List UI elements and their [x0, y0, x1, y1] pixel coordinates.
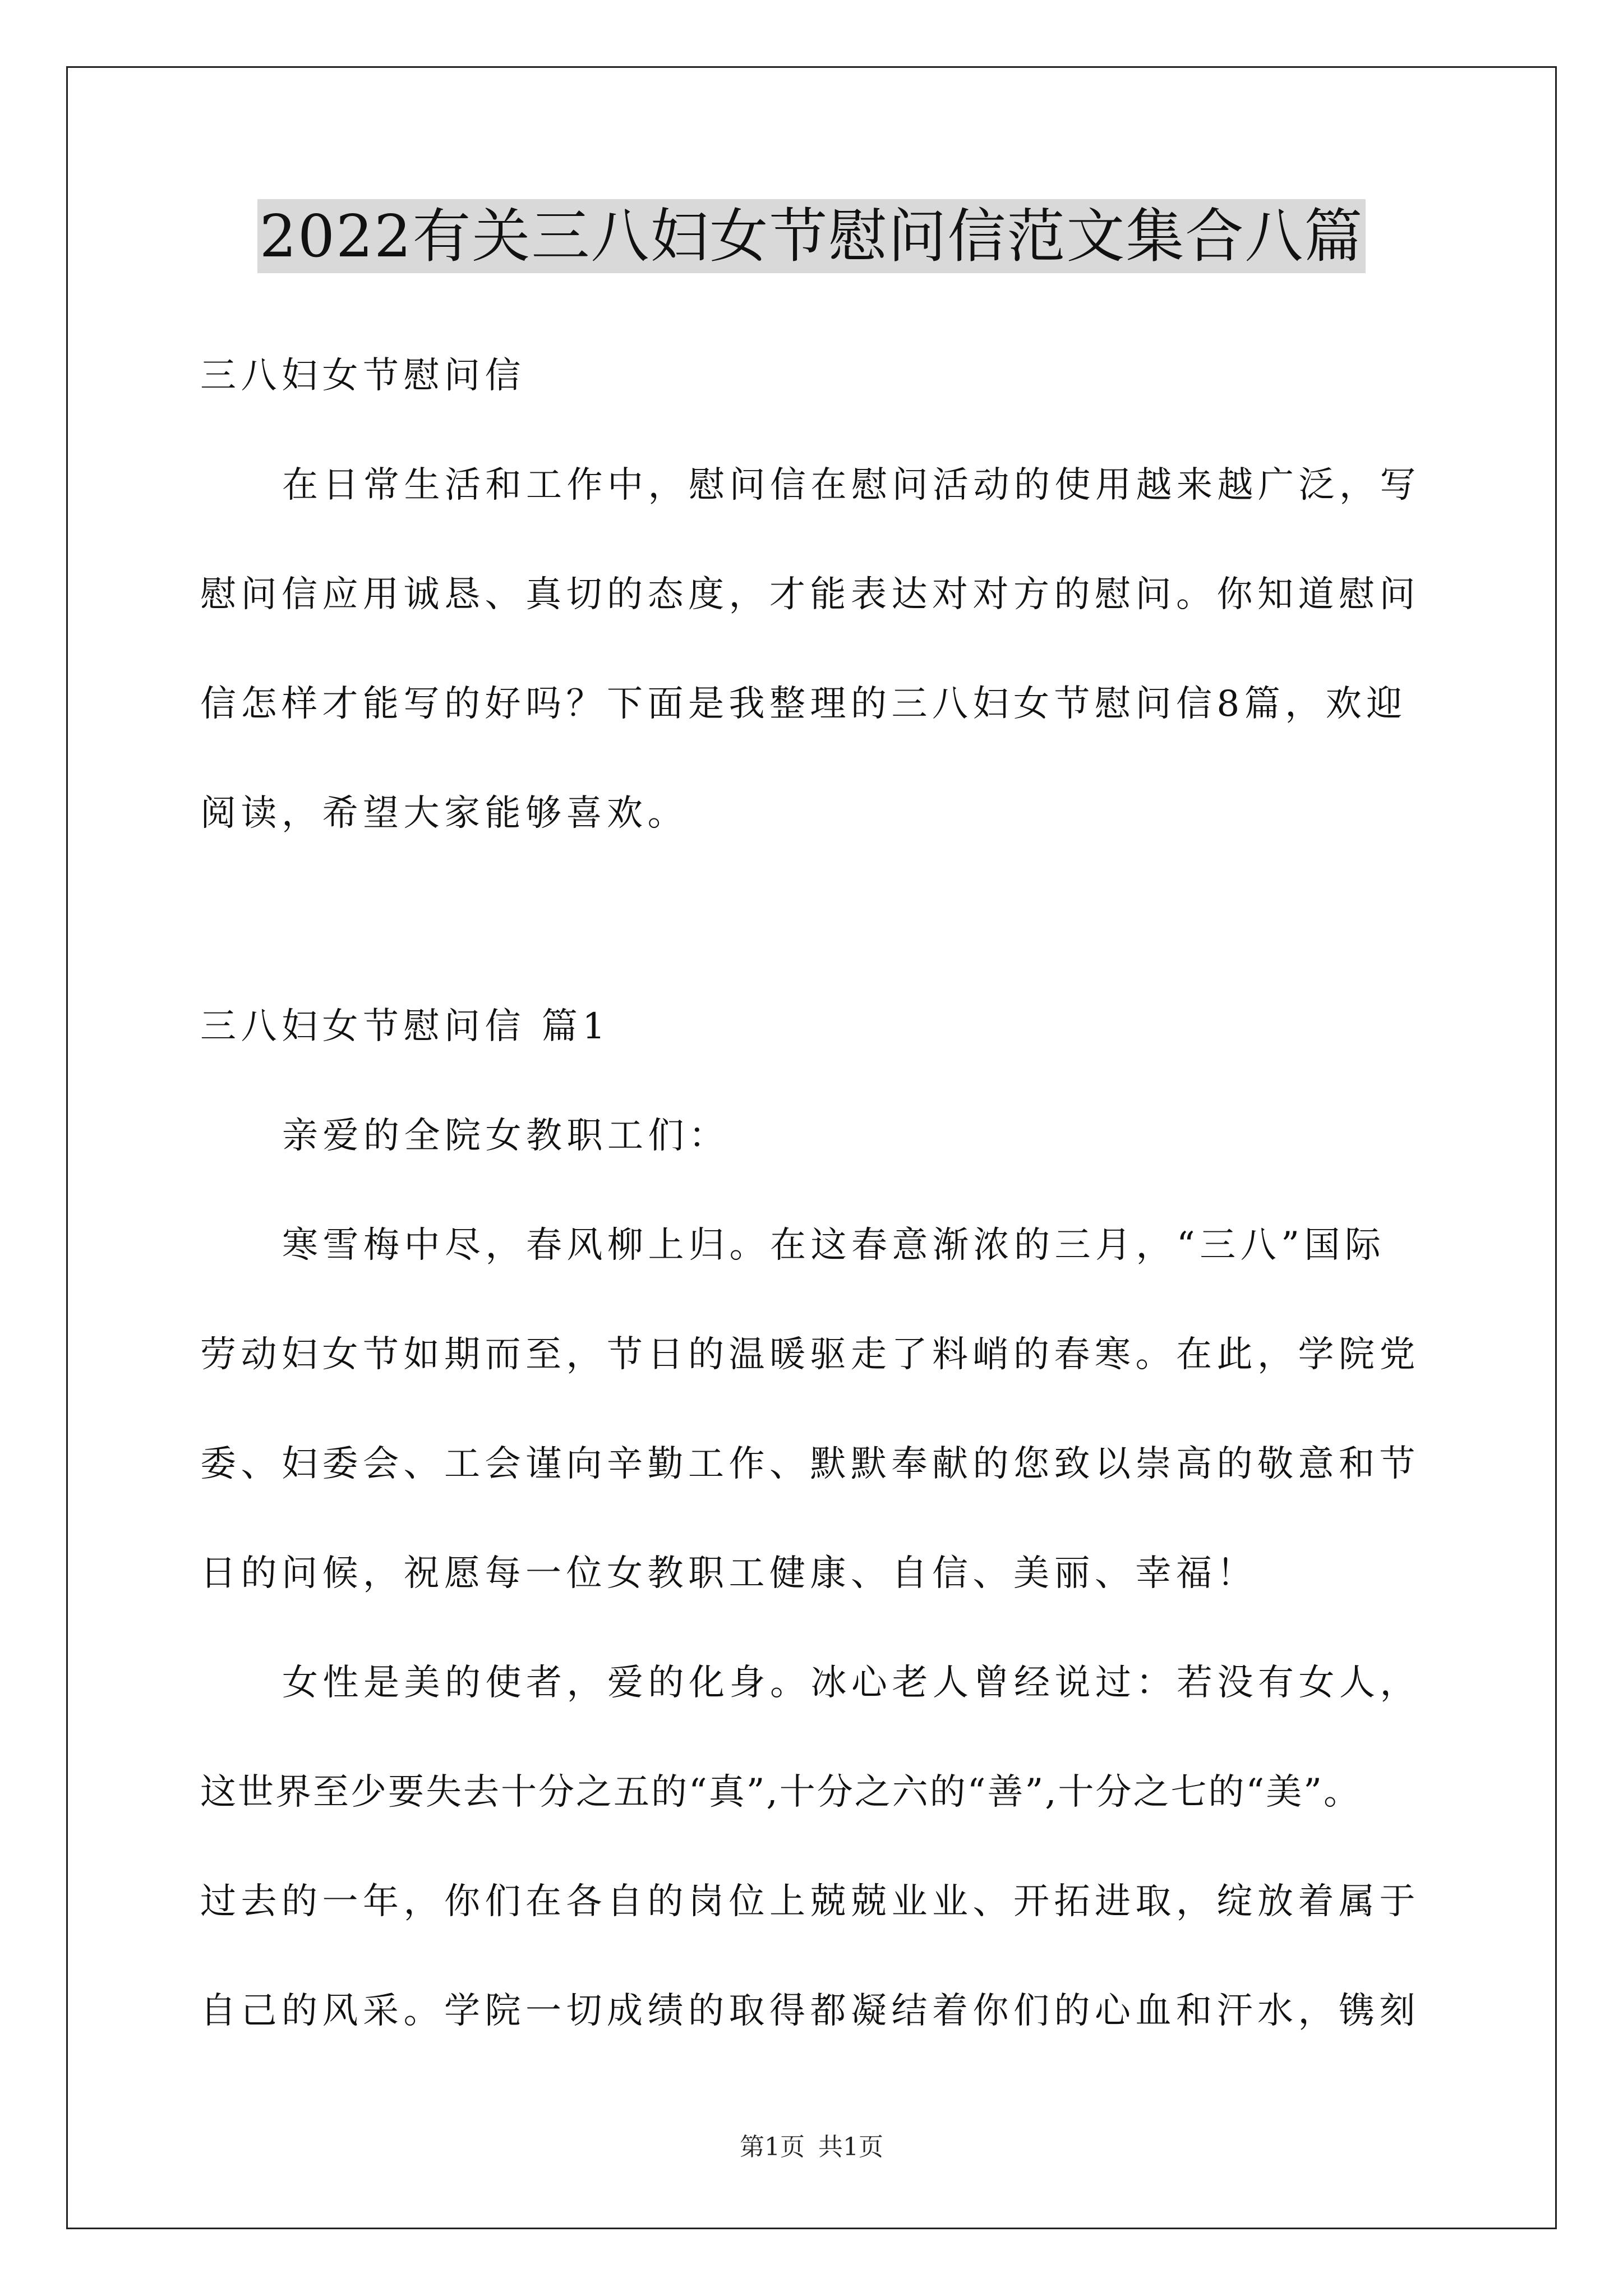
- paragraph-line: 慰问信应用诚恳、真切的态度，才能表达对对方的慰问。你知道慰问: [200, 574, 1420, 615]
- paragraph-line: 阅读，希望大家能够喜欢。: [200, 793, 688, 834]
- paragraph-line: 自己的风采。学院一切成绩的取得都凝结着你们的心血和汗水，镌刻: [200, 1990, 1420, 2032]
- document-title: 2022有关三八妇女节慰问信范文集合八篇: [257, 199, 1366, 273]
- page-total: 共1页: [818, 2133, 883, 2161]
- title-container: [0, 199, 1623, 273]
- page-number: 第1页: [740, 2133, 805, 2161]
- paragraph-line: 在日常生活和工作中，慰问信在慰问活动的使用越来越广泛，写: [282, 464, 1421, 506]
- paragraph-line: 委、妇委会、工会谨向辛勤工作、默默奉献的您致以崇高的敬意和节: [200, 1443, 1420, 1485]
- paragraph-line: 过去的一年，你们在各自的岗位上兢兢业业、开拓进取，绽放着属于: [200, 1881, 1420, 1922]
- salutation: 亲爱的全院女教职工们：: [282, 1115, 730, 1157]
- paragraph-line: 这世界至少要失去十分之五的“真”,十分之六的“善”,十分之七的“美”。: [200, 1772, 1361, 1813]
- paragraph-line: 劳动妇女节如期而至，节日的温暖驱走了料峭的春寒。在此，学院党: [200, 1334, 1420, 1375]
- page-footer: [0, 2132, 1623, 2163]
- section-heading: 三八妇女节慰问信: [200, 355, 525, 397]
- paragraph-line: 寒雪梅中尽，春风柳上归。在这春意渐浓的三月，“三八”国际: [282, 1225, 1386, 1266]
- paragraph-line: 信怎样才能写的好吗？下面是我整理的三八妇女节慰问信8篇，欢迎: [200, 683, 1407, 725]
- paragraph-line: 日的问候，祝愿每一位女教职工健康、自信、美丽、幸福！: [200, 1553, 1257, 1594]
- section-heading: 三八妇女节慰问信 篇1: [200, 1006, 610, 1047]
- paragraph-line: 女性是美的使者，爱的化身。冰心老人曾经说过：若没有女人，: [282, 1662, 1421, 1704]
